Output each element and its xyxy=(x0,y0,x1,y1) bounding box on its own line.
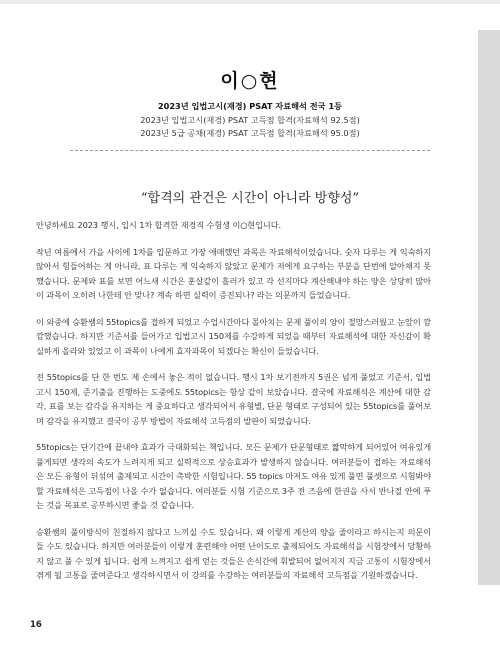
testimonial-body xyxy=(36,218,431,595)
credential-line: 2023년 5급 공채(재경) PSAT 고득점 합격(자료해석 95.0점) xyxy=(140,128,360,138)
body-paragraph: 이 와중에 승환쌤의 55topics를 접하게 되었고 수업시간마다 몰아치는 문제 풀이의 양이 절망스러웠고 눈앞이 깜깜했습니다. 하지만 기준서를 들어가고 입법고시 150제를 수강하게 되었을 때부터 자료해석에 대한 자신감이 확실하게 올라와 있었고 이 과목이 나에게 효자과목이 되겠다는 확신이 들었습니다. xyxy=(36,316,431,356)
body-paragraph: 55topics는 단기간에 끝내야 효과가 극대화되는 책입니다. 모든 문제가 단문형태로 짧막하게 되어있어 여유있게 풀게되면 생각의 속도가 느려지게 되고 실력적으로 상승효과가 발생하지 않습니다. 여러분들이 접하는 자료해석은 모든 유형이 뒤섞여 출제되고 시간이 촉박한 시험입니다. 55 topics 마저도 여유 있게 풀면 풀셋으로 시험봐야 할 자료해석은 고득점이 나올 수가 없습니다. 여러분들 시험 기준으로 3주 전 즈음에 한권을 사서 반나절 안에 푸는 것을 목표로 공부하시면 좋을 것 같습니다. xyxy=(36,442,431,510)
dashed-divider xyxy=(70,150,430,151)
body-paragraph: 전 55topics를 단 한 번도 제 손에서 놓은 적이 없습니다. 행시 1차 보기전까지 5권은 넘게 풀었고 기준서, 입법고시 150제, 준기출을 진행하는 도중에도 55topics는 항상 같이 보았습니다. 결국에 자료해석은 계산에 대한 감각, 표를 보는 감각을 유지하는 게 중요하다고 생각되어서 유형별, 단문 형태로 구성되어 있는 55topics를 풀어보며 감각을 유지했고 결국이 공부 방법이 자료해석 고득점의 발판이 되었습니다. xyxy=(36,372,431,426)
credential-line: 2023년 입법고시(재경) PSAT 고득점 합격(자료해석 92.5점) xyxy=(140,114,360,125)
body-paragraph: 안녕하세요 2023 행시, 입시 1차 합격한 재경직 수험생 이○현입니다. xyxy=(36,220,282,230)
body-paragraph: 작년 여름에서 가을 사이에 1차를 입문하고 가장 애매했던 과목은 자료해석이었습니다. 숫자 다루는 게 익숙하지 않아서 힘들어하는 게 아니라, 표 다루는 게 익숙하지 않았고 문제가 저에게 요구하는 부분을 단번에 알아채지 못했습니다. 문제와 표를 보면 어느새 시간은 훈살같이 흘러가 있고 각 선지마다 계산해내야 하는 양은 상당히 많아 이 과목이 오히려 나한테 안 맞나? 계속 하면 실력이 증진되나? 라는 의문까지 들었습니다. xyxy=(36,246,431,300)
page-number: 16 xyxy=(30,620,42,630)
credentials-block xyxy=(0,100,500,141)
author-name: 이○현 xyxy=(220,70,280,92)
credential-line: 2023년 입법고시(재경) PSAT 자료해석 전국 1등 xyxy=(157,101,343,111)
body-paragraph: 승환쌤의 풀이방식이 친절하지 않다고 느끼실 수도 있습니다. 왜 이렇게 계산의 양을 줄이라고 하시는지 의문이 들 수도 있습니다. 하지만 여러분들이 이렇게 훈련해야 어떤 난이도로 출제되어도 자료해석을 시험장에서 당황하지 않고 풀 수 있게 됩니다. 쉽게 느껴지고 쉽게 얻는 것들은 손식간에 휘발되어 없어지지 지금 고통이 시험장에서 겪게 될 고통을 줄여준다고 생각하시면서 이 강의를 수강하는 여러분들의 자료해석 고득점을 기원하겠습니다. xyxy=(36,526,431,580)
top-rule xyxy=(0,0,500,4)
testimonial-title: “합격의 관건은 시간이 아니라 방향성” xyxy=(140,191,360,206)
